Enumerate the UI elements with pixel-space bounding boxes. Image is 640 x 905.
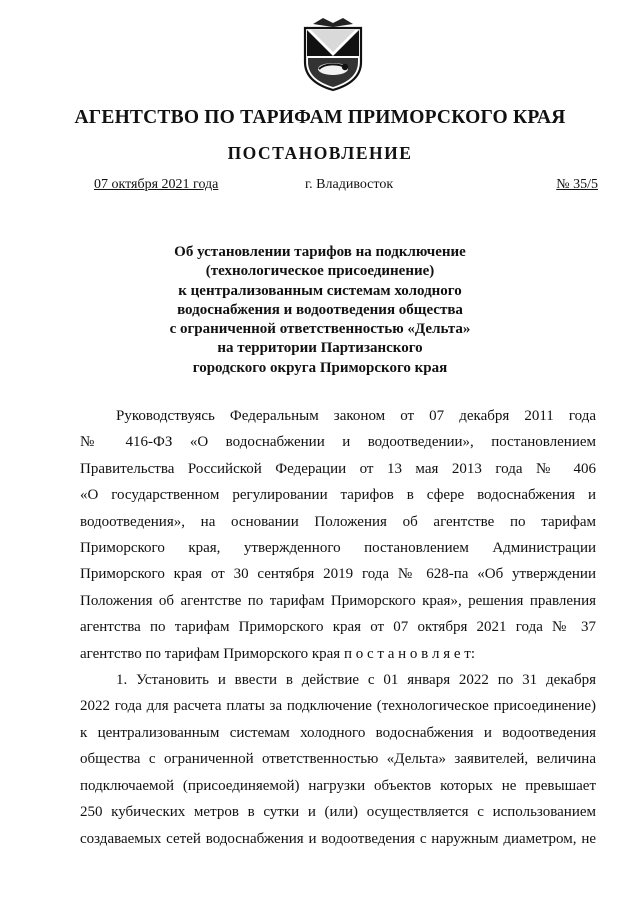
- document-city: г. Владивосток: [305, 177, 394, 192]
- document-number: № 35/5: [556, 177, 598, 192]
- body-line: Положения об агентстве по тарифам Приморского края», решения правления: [80, 592, 596, 609]
- document-date: 07 октября 2021 года: [94, 177, 219, 192]
- body-line: № 416-ФЗ «О водоснабжении и водоотведении», постановлением: [80, 434, 596, 451]
- body-line: 1. Установить и ввести в действие с 01 января 2022 по 31 декабря: [116, 672, 596, 689]
- clause-1-paragraph: [80, 667, 596, 852]
- body-line: агентство по тарифам Приморского края п о с т а н о в л я е т:: [80, 645, 475, 662]
- body-line: агентства по тарифам Приморского края от 07 октября 2021 года № 37: [80, 619, 596, 636]
- body-line: Приморского края от 30 сентября 2019 года № 628-па «Об утверждении: [80, 566, 596, 583]
- title-line: (технологическое присоединение): [205, 263, 435, 280]
- body-line: Руководствуясь Федеральным законом от 07 декабря 2011 года: [116, 408, 596, 424]
- document-type: ПОСТАНОВЛЕНИЕ: [227, 143, 413, 163]
- body-line: водоотведения», на основании Положения об агентстве по тарифам: [80, 513, 596, 530]
- body-line: «О государственном регулировании тарифов в сфере водоснабжения и: [80, 487, 596, 504]
- body-line: к централизованным системам холодного водоснабжения и водоотведения: [80, 724, 596, 741]
- body-line: 250 кубических метров в сутки и (или) осуществляется с использованием: [80, 804, 596, 821]
- body-line: Приморского края, утвержденного постановлением Администрации: [80, 540, 596, 557]
- document-body: [80, 403, 596, 852]
- body-line: 2022 года для расчета платы за подключение (технологическое присоединение): [80, 698, 596, 715]
- title-line: Об установлении тарифов на подключение: [174, 244, 466, 260]
- body-line: подключаемой (присоединяемой) нагрузки объектов которых не превышает: [80, 777, 596, 794]
- title-line: к централизованным системам холодного: [178, 282, 462, 299]
- coat-of-arms-icon: [297, 14, 369, 92]
- title-line: водоснабжения и водоотведения общества: [177, 301, 463, 318]
- title-line: с ограниченной ответственностью «Дельта»: [169, 321, 471, 338]
- body-line: общества с ограниченной ответственностью «Дельта» заявителей, величина: [80, 751, 596, 768]
- title-line: на территории Партизанского: [217, 340, 423, 357]
- preamble-paragraph: [80, 403, 596, 667]
- body-line: Правительства Российской Федерации от 13 мая 2013 года № 406: [80, 460, 596, 477]
- body-line: создаваемых сетей водоснабжения и водоотведения с наружным диаметром, не: [80, 830, 596, 847]
- agency-name: АГЕНТСТВО ПО ТАРИФАМ ПРИМОРСКОГО КРАЯ: [74, 107, 566, 128]
- document-title: [0, 243, 640, 378]
- title-line: городского округа Приморского края: [192, 359, 448, 376]
